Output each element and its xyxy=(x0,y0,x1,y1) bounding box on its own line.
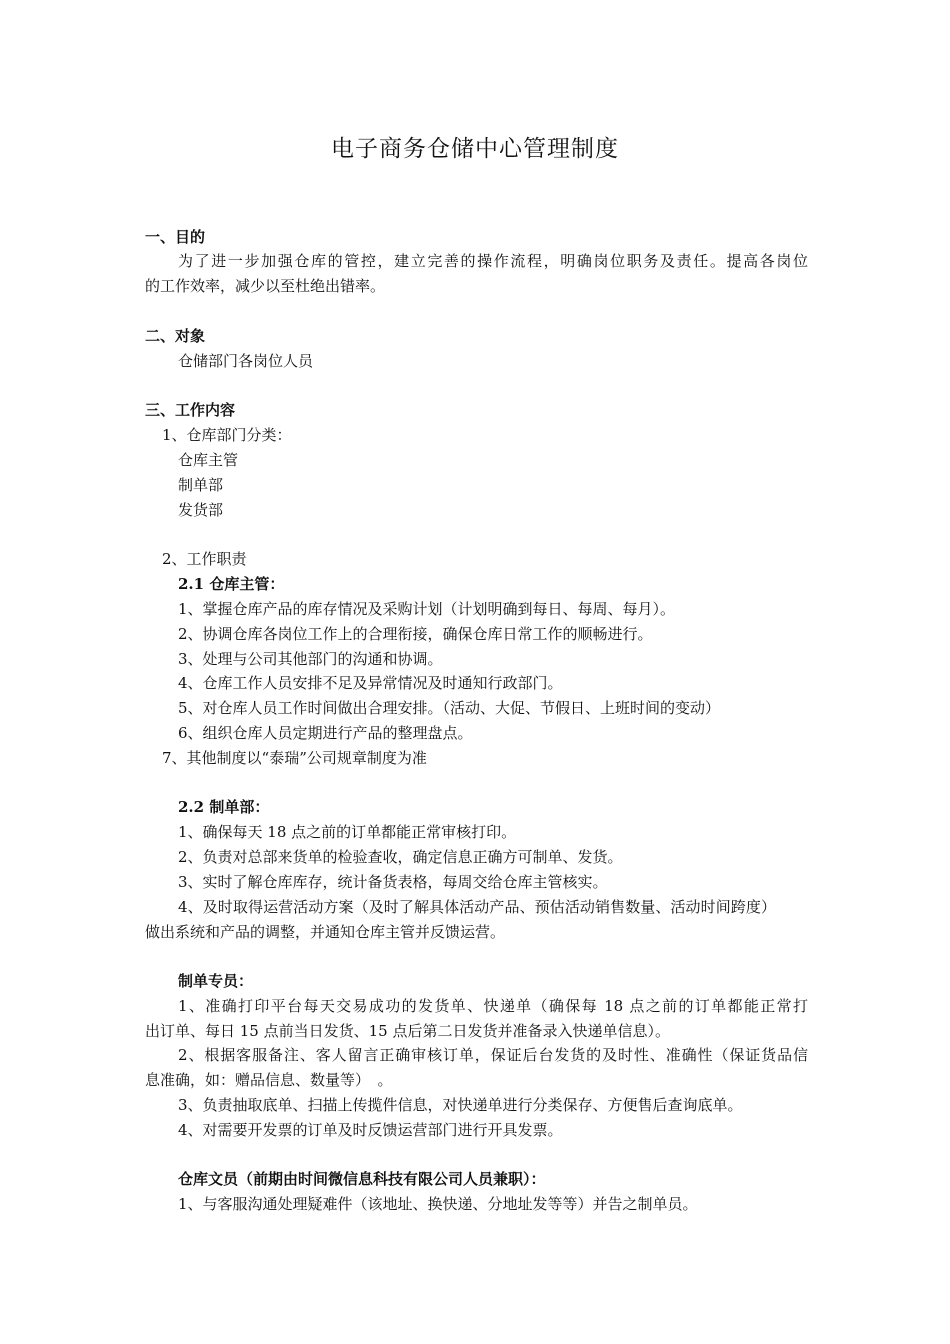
document-title: 电子商务仓储中心管理制度 xyxy=(331,136,619,162)
section-heading-object: 二、对象 xyxy=(145,327,206,345)
section-heading-work-content: 三、工作内容 xyxy=(145,401,236,419)
list-item: 7、其他制度以“泰瑞”公司规章制度为准 xyxy=(162,749,427,767)
subsection-heading: 仓库文员（前期由时间微信息科技有限公司人员兼职）： xyxy=(178,1170,546,1188)
list-item: 制单部 xyxy=(178,476,224,494)
list-item: 2、负责对总部来货单的检验查收，确定信息正确方可制单、发货。 xyxy=(178,848,623,866)
list-item: 2、根据客服备注、客人留言正确审核订单，保证后台发货的及时性、准确性（保证货品信 xyxy=(178,1046,808,1064)
paragraph-line: 为了进一步加强仓库的管控，建立完善的操作流程，明确岗位职务及责任。提高各岗位 xyxy=(178,252,808,270)
list-item: 5、对仓库人员工作时间做出合理安排。（活动、大促、节假日、上班时间的变动） xyxy=(178,699,721,717)
paragraph-line: 息准确，如：赠品信息、数量等） 。 xyxy=(145,1071,393,1089)
list-item: 4、对需要开发票的订单及时反馈运营部门进行开具发票。 xyxy=(178,1121,563,1139)
list-item: 3、负责抽取底单、扫描上传揽件信息，对快递单进行分类保存、方便售后查询底单。 xyxy=(178,1096,743,1114)
list-item: 1、确保每天 18 点之前的订单都能正常审核打印。 xyxy=(178,823,517,841)
section-heading-purpose: 一、目的 xyxy=(145,228,206,246)
list-item: 仓库主管 xyxy=(178,451,239,469)
list-item: 4、及时取得运营活动方案（及时了解具体活动产品、预估活动销售数量、活动时间跨度） xyxy=(178,898,776,916)
list-item: 发货部 xyxy=(178,501,224,519)
list-item: 1、掌握仓库产品的库存情况及采购计划（计划明确到每日、每周、每月）。 xyxy=(178,600,676,618)
list-item: 1、准确打印平台每天交易成功的发货单、快递单（确保每 18 点之前的订单都能正常打 xyxy=(178,997,808,1015)
list-item: 2、协调仓库各岗位工作上的合理衔接，确保仓库日常工作的顺畅进行。 xyxy=(178,625,653,643)
list-item: 1、仓库部门分类： xyxy=(162,426,292,444)
paragraph-line: 做出系统和产品的调整，并通知仓库主管并反馈运营。 xyxy=(145,923,506,941)
list-item: 1、与客服沟通处理疑难件（该地址、换快递、分地址发等等）并告之制单员。 xyxy=(178,1195,698,1213)
list-item: 3、实时了解仓库库存，统计备货表格，每周交给仓库主管核实。 xyxy=(178,873,608,891)
list-item: 3、处理与公司其他部门的沟通和协调。 xyxy=(178,650,443,668)
subsection-heading: 2.2 制单部： xyxy=(178,798,270,816)
subsection-heading: 2.1 仓库主管： xyxy=(178,575,285,593)
paragraph-line: 仓储部门各岗位人员 xyxy=(178,352,314,370)
paragraph-line: 出订单、每日 15 点前当日发货、15 点后第二日发货并准备录入快递单信息）。 xyxy=(145,1022,670,1040)
subsection-heading: 制单专员： xyxy=(178,972,254,990)
list-item: 2、工作职责 xyxy=(162,550,247,568)
paragraph-line: 的工作效率，减少以至杜绝出错率。 xyxy=(145,277,386,295)
list-item: 6、组织仓库人员定期进行产品的整理盘点。 xyxy=(178,724,473,742)
list-item: 4、仓库工作人员安排不足及异常情况及时通知行政部门。 xyxy=(178,674,563,692)
